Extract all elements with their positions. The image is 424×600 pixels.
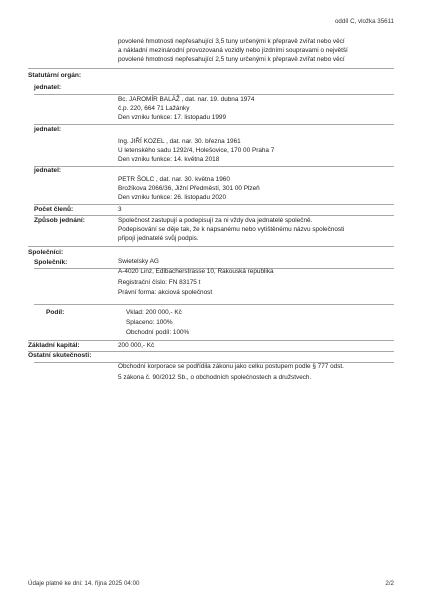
member-3-line-3: Den vzniku funkce: 26. listopadu 2020 (118, 194, 227, 201)
acting-line-1: Společnost zastupují a podepisují za ni vždy dva jednatelé společně. (118, 217, 313, 224)
intro-line-1: povolené hmotnosti nepřesahující 3,5 tuny určenými k přepravě zvířat nebo věcí (118, 38, 345, 45)
other-facts-label: Ostatní skutečnosti: (28, 352, 92, 359)
other-facts-line-2: 5 zákona č. 90/2012 Sb., o obchodních společnostech a družstvech. (118, 374, 312, 381)
shareholder-line-2: A-4020 Linz, Edlbacherstrasse 10, Rakouská republika (118, 268, 274, 275)
capital-value: 200 000,- Kč (118, 342, 155, 349)
acting-label: Způsob jednání: (34, 217, 85, 224)
intro-line-2: a nákladní mezinárodní provozovaná vozidly nebo jízdními soupravami o největší (118, 47, 348, 54)
page-number: 2/2 (385, 580, 394, 587)
divider (34, 166, 394, 167)
divider (34, 215, 394, 216)
member-1-line-2: č.p. 220, 664 71 Lažánky (118, 105, 190, 112)
divider (34, 204, 394, 205)
member-count-value: 3 (118, 206, 122, 213)
shareholder-line-4: Právní forma: akciová společnost (118, 289, 213, 296)
member-2-label: jednatel: (34, 126, 62, 133)
validity-footer: Údaje platné ke dni: 14. října 2025 04:00 (28, 580, 140, 587)
statutory-label: Statutární orgán: (28, 72, 82, 79)
divider (34, 124, 394, 125)
divider (28, 340, 394, 341)
section-header: oddíl C, vložka 35611 (334, 18, 394, 25)
intro-line-3: povolené hmotnosti nepřesahující 2,5 tuny určenými k přepravě zvířat nebo věcí (118, 56, 345, 63)
share-line-2: Splaceno: 100% (126, 319, 173, 326)
acting-line-2: Podepisování se děje tak, že k napsanému nebo vytištěnému názvu společnosti (118, 226, 345, 233)
member-2-line-3: Den vzniku funkce: 14. května 2018 (118, 156, 220, 163)
member-3-line-2: Brožíkova 2066/36, Jižní Předměstí, 301 00 Plzeň (118, 185, 260, 192)
member-3-line-1: PETR ŠOLC , dat. nar. 30. května 1960 (118, 176, 230, 183)
shareholder-label: Společník: (34, 259, 68, 266)
shareholders-label: Společníci: (28, 249, 64, 256)
divider (34, 94, 394, 95)
acting-line-3: připojí jednatelé svůj podpis. (118, 235, 199, 242)
member-2-line-1: Ing. JIŘÍ KOZEL , dat. nar. 30. března 1961 (118, 138, 241, 145)
share-line-1: Vklad: 200 000,- Kč (126, 309, 182, 316)
member-1-line-1: Bc. JAROMÍR BALÁŽ , dat. nar. 19. dubna 1974 (118, 96, 255, 103)
other-facts-line-1: Obchodní korporace se podřídila zákonu jako celku postupem podle § 777 odst. (118, 363, 344, 370)
share-line-3: Obchodní podíl: 100% (126, 329, 190, 336)
capital-label: Základní kapitál: (28, 342, 80, 349)
member-3-label: jednatel: (34, 167, 62, 174)
shareholder-line-3: Registrační číslo: FN 83175 t (118, 279, 201, 286)
member-1-line-3: Den vzniku funkce: 17. listopadu 1999 (118, 114, 227, 121)
divider (28, 68, 394, 69)
share-label: Podíl: (46, 309, 65, 316)
shareholder-line-1: Swietelsky AG (118, 258, 159, 265)
divider (28, 246, 394, 247)
divider (34, 304, 394, 305)
member-count-label: Počet členů: (34, 206, 74, 213)
member-1-label: jednatel: (34, 84, 62, 91)
member-2-line-2: U letenského sadu 1292/4, Holešovice, 170 00 Praha 7 (118, 147, 275, 154)
